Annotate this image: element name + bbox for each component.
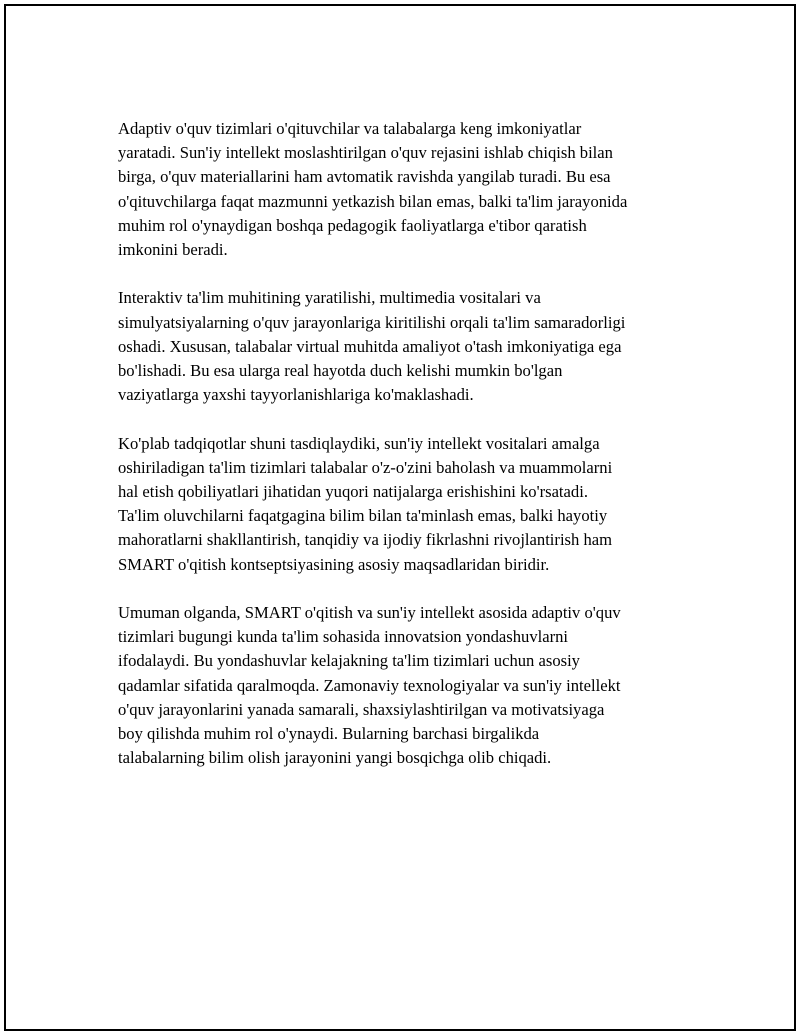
paragraph-1: Adaptiv o'quv tizimlari o'qituvchilar va talabalarga keng imkoniyatlar yaratadi. Sun'iy intellekt moslashtirilgan o'quv rejasini ishlab chiqish bilan birga, o'quv materiallarini ham avtomatik ravishda yangilab turadi. Bu esa o'qituvchilarga faqat mazmunni yetkazish bilan emas, balki ta'lim jarayonida muhim rol o'ynaydigan boshqa pedagogik faoliyatlarga e'tibor qaratish imkonini beradi. [118, 119, 628, 260]
paragraph-2: Interaktiv ta'lim muhitining yaratilishi, multimedia vositalari va simulyatsiyalarning o'quv jarayonlariga kiritilishi orqali ta'lim samaradorligi oshadi. Xususan, talabalar virtual muhitda amaliyot o'tash imkoniyatiga ega bo'lishadi. Bu esa ularga real hayotda duch kelishi mumkin bo'lgan vaziyatlarga yaxshi tayyorlanishlariga ko'maklashadi. [118, 288, 626, 405]
paragraph-3: Ko'plab tadqiqotlar shuni tasdiqlaydiki, sun'iy intellekt vositalari amalga oshiriladigan ta'lim tizimlari talabalar o'z-o'zini baholash va muammolarni hal etish qobiliyatlari jihatidan yuqori natijalarga erishishini ko'rsatadi. Ta'lim oluvchilarni faqatgagina bilim bilan ta'minlash emas, balki hayotiy mahoratlarni shakllantirish, tanqidiy va ijodiy fikrlashni rivojlantirish ham SMART o'qitish kontseptsiyasining asosiy maqsadlaridan biridir. [118, 433, 613, 574]
paragraph-4: Umuman olganda, SMART o'qitish va sun'iy intellekt asosida adaptiv o'quv tizimlari bugungi kunda ta'lim sohasida innovatsion yondashuvlarni ifodalaydi. Bu yondashuvlar kelajakning ta'lim tizimlari uchun asosiy qadamlar sifatida qaralmoqda. Zamonaviy texnologiyalar va sun'iy intellekt o'quv jarayonlarini yanada samarali, shaxsiylashtirilgan va motivatsiyaga boy qilishda muhim rol o'ynaydi. Bularning barchasi birgalikda talabalarning bilim olish jarayonini yangi bosqichga olib chiqadi. [118, 603, 621, 768]
document-body [118, 117, 688, 795]
